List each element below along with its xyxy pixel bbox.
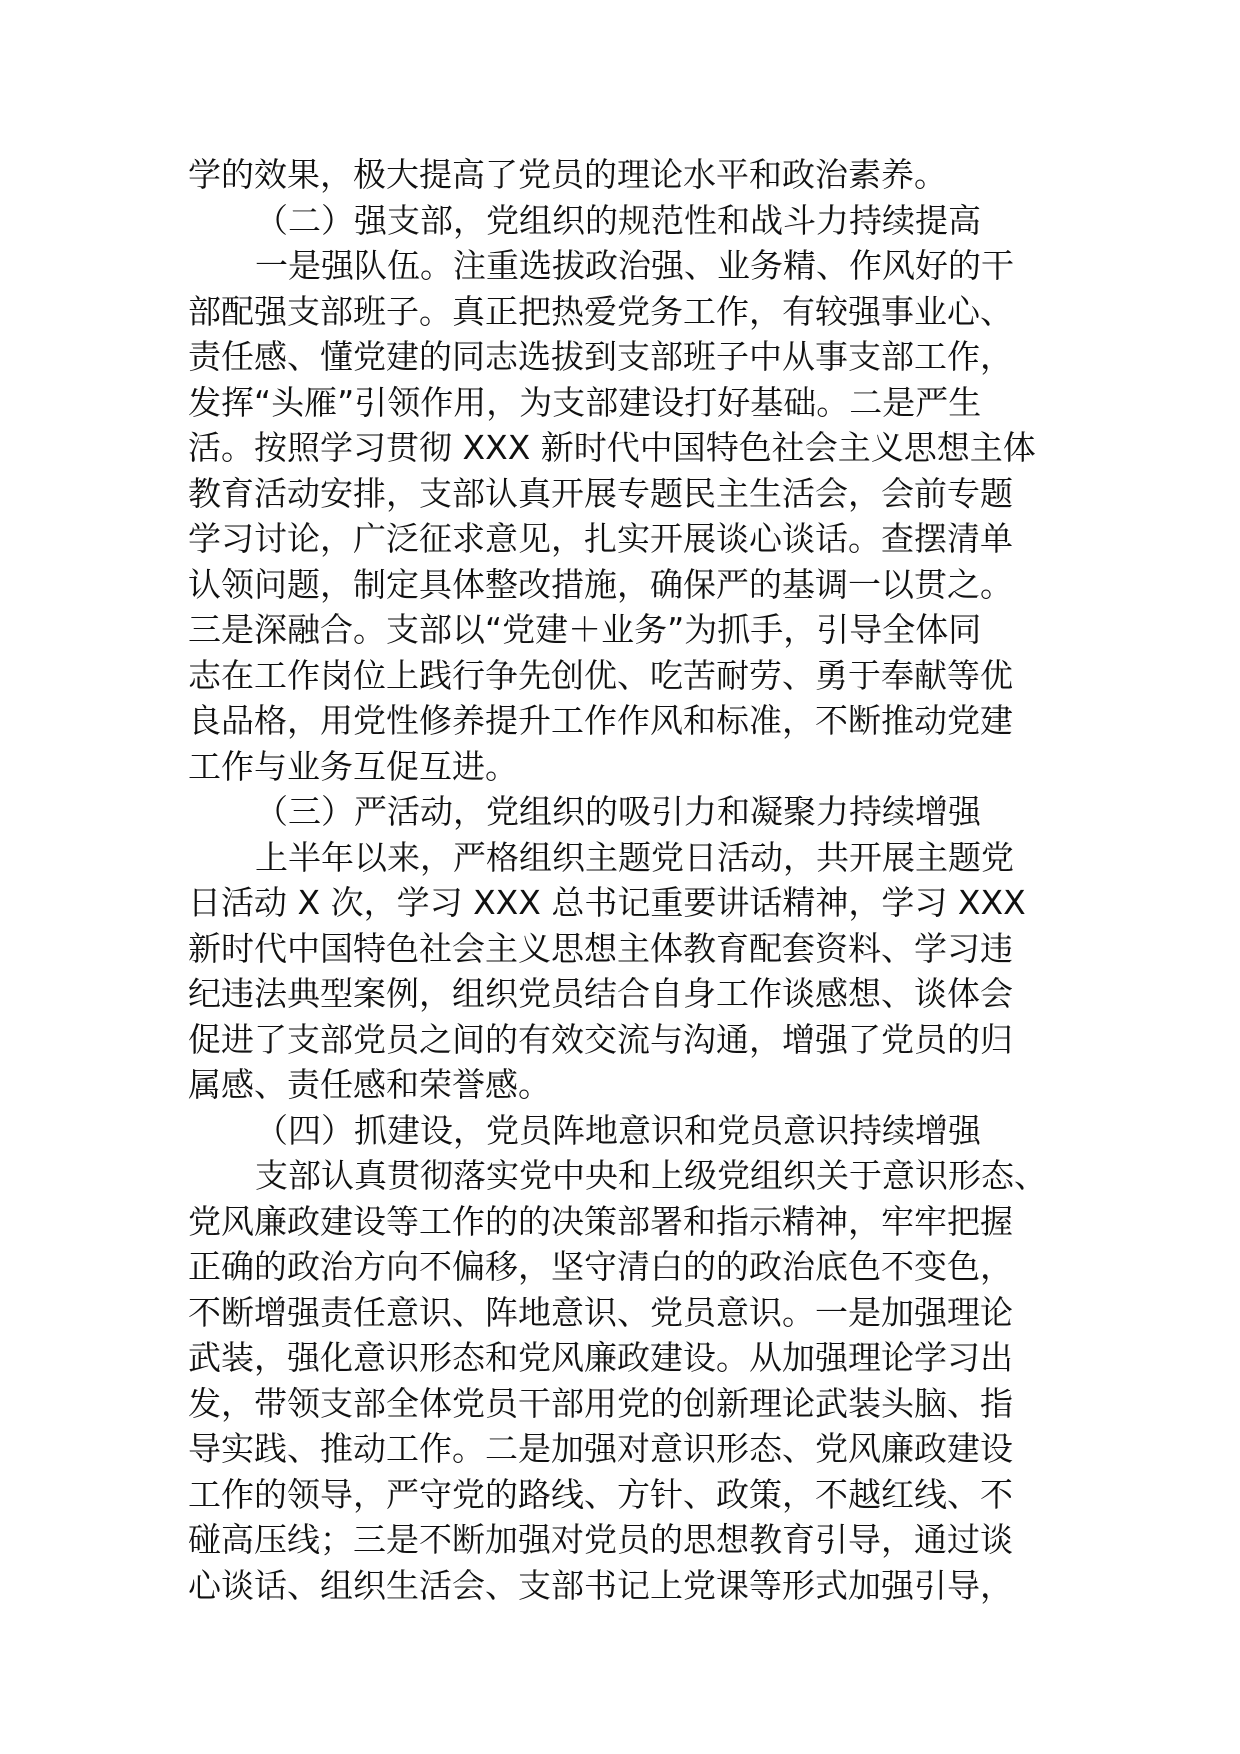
text-line: 认领问题，制定具体整改措施，确保严的基调一以贯之。 — [188, 564, 1013, 604]
text-line: 党风廉政建设等工作的的决策部署和指示精神，牢牢把握 — [188, 1201, 1013, 1241]
text-line: 导实践、推动工作。二是加强对意识形态、党风廉政建设 — [188, 1429, 1013, 1468]
text-line: 正确的政治方向不偏移，坚守清白的的政治底色不变色， — [188, 1247, 1013, 1286]
text-line: 三是深融合。支部以“党建＋业务”为抓手，引导全体同 — [188, 610, 982, 649]
section-heading: （四）抓建设，党员阵地意识和党员意识持续增强 — [255, 1110, 981, 1150]
text-line: 志在工作岗位上践行争先创优、吃苦耐劳、勇于奉献等优 — [188, 655, 1013, 695]
text-line: 纪违法典型案例，组织党员结合自身工作谈感想、谈体会 — [188, 974, 1013, 1013]
text-line: 良品格，用党性修养提升工作作风和标准，不断推动党建 — [188, 701, 1013, 740]
text-line: 日活动 X 次，学习 XXX 总书记重要讲话精神，学习 XXX — [188, 883, 1026, 922]
section-heading: （三）严活动，党组织的吸引力和凝聚力持续增强 — [255, 792, 981, 831]
text-line: 属感、责任感和荣誉感。 — [188, 1065, 551, 1104]
text-line: 上半年以来，严格组织主题党日活动，共开展主题党 — [255, 837, 1014, 877]
text-line: 学的效果，极大提高了党员的理论水平和政治素养。 — [188, 155, 947, 194]
text-line: 促进了支部党员之间的有效交流与沟通，增强了党员的归 — [188, 1019, 1013, 1059]
text-line: 碰高压线；三是不断加强对党员的思想教育引导，通过谈 — [188, 1520, 1013, 1559]
text-line: 发，带领支部全体党员干部用党的创新理论武装头脑、指 — [188, 1383, 1013, 1423]
text-line: 部配强支部班子。真正把热爱党务工作，有较强事业心、 — [188, 291, 1013, 331]
text-line: 教育活动安排，支部认真开展专题民主生活会，会前专题 — [188, 473, 1013, 513]
text-line: 发挥“头雁”引领作用，为支部建设打好基础。二是严生 — [188, 382, 982, 422]
text-line: 武装，强化意识形态和党风廉政建设。从加强理论学习出 — [188, 1338, 1013, 1377]
text-line: 支部认真贯彻落实党中央和上级党组织关于意识形态、 — [255, 1156, 1047, 1195]
text-line: 工作与业务互促互进。 — [188, 746, 518, 786]
text-line: 工作的领导，严守党的路线、方针、政策，不越红线、不 — [188, 1474, 1013, 1514]
text-line: 新时代中国特色社会主义思想主体教育配套资料、学习违 — [188, 928, 1013, 968]
document-body — [188, 152, 1058, 1608]
text-line: 心谈话、组织生活会、支部书记上党课等形式加强引导， — [188, 1565, 1013, 1605]
section-heading: （二）强支部，党组织的规范性和战斗力持续提高 — [255, 200, 981, 240]
text-line: 责任感、懂党建的同志选拔到支部班子中从事支部工作， — [188, 337, 1013, 376]
text-line: 一是强队伍。注重选拔政治强、业务精、作风好的干 — [255, 246, 1014, 285]
text-line: 活。按照学习贯彻 XXX 新时代中国特色社会主义思想主体 — [188, 428, 1036, 467]
text-line: 不断增强责任意识、阵地意识、党员意识。一是加强理论 — [188, 1292, 1013, 1332]
text-line: 学习讨论，广泛征求意见，扎实开展谈心谈话。查摆清单 — [188, 519, 1013, 558]
